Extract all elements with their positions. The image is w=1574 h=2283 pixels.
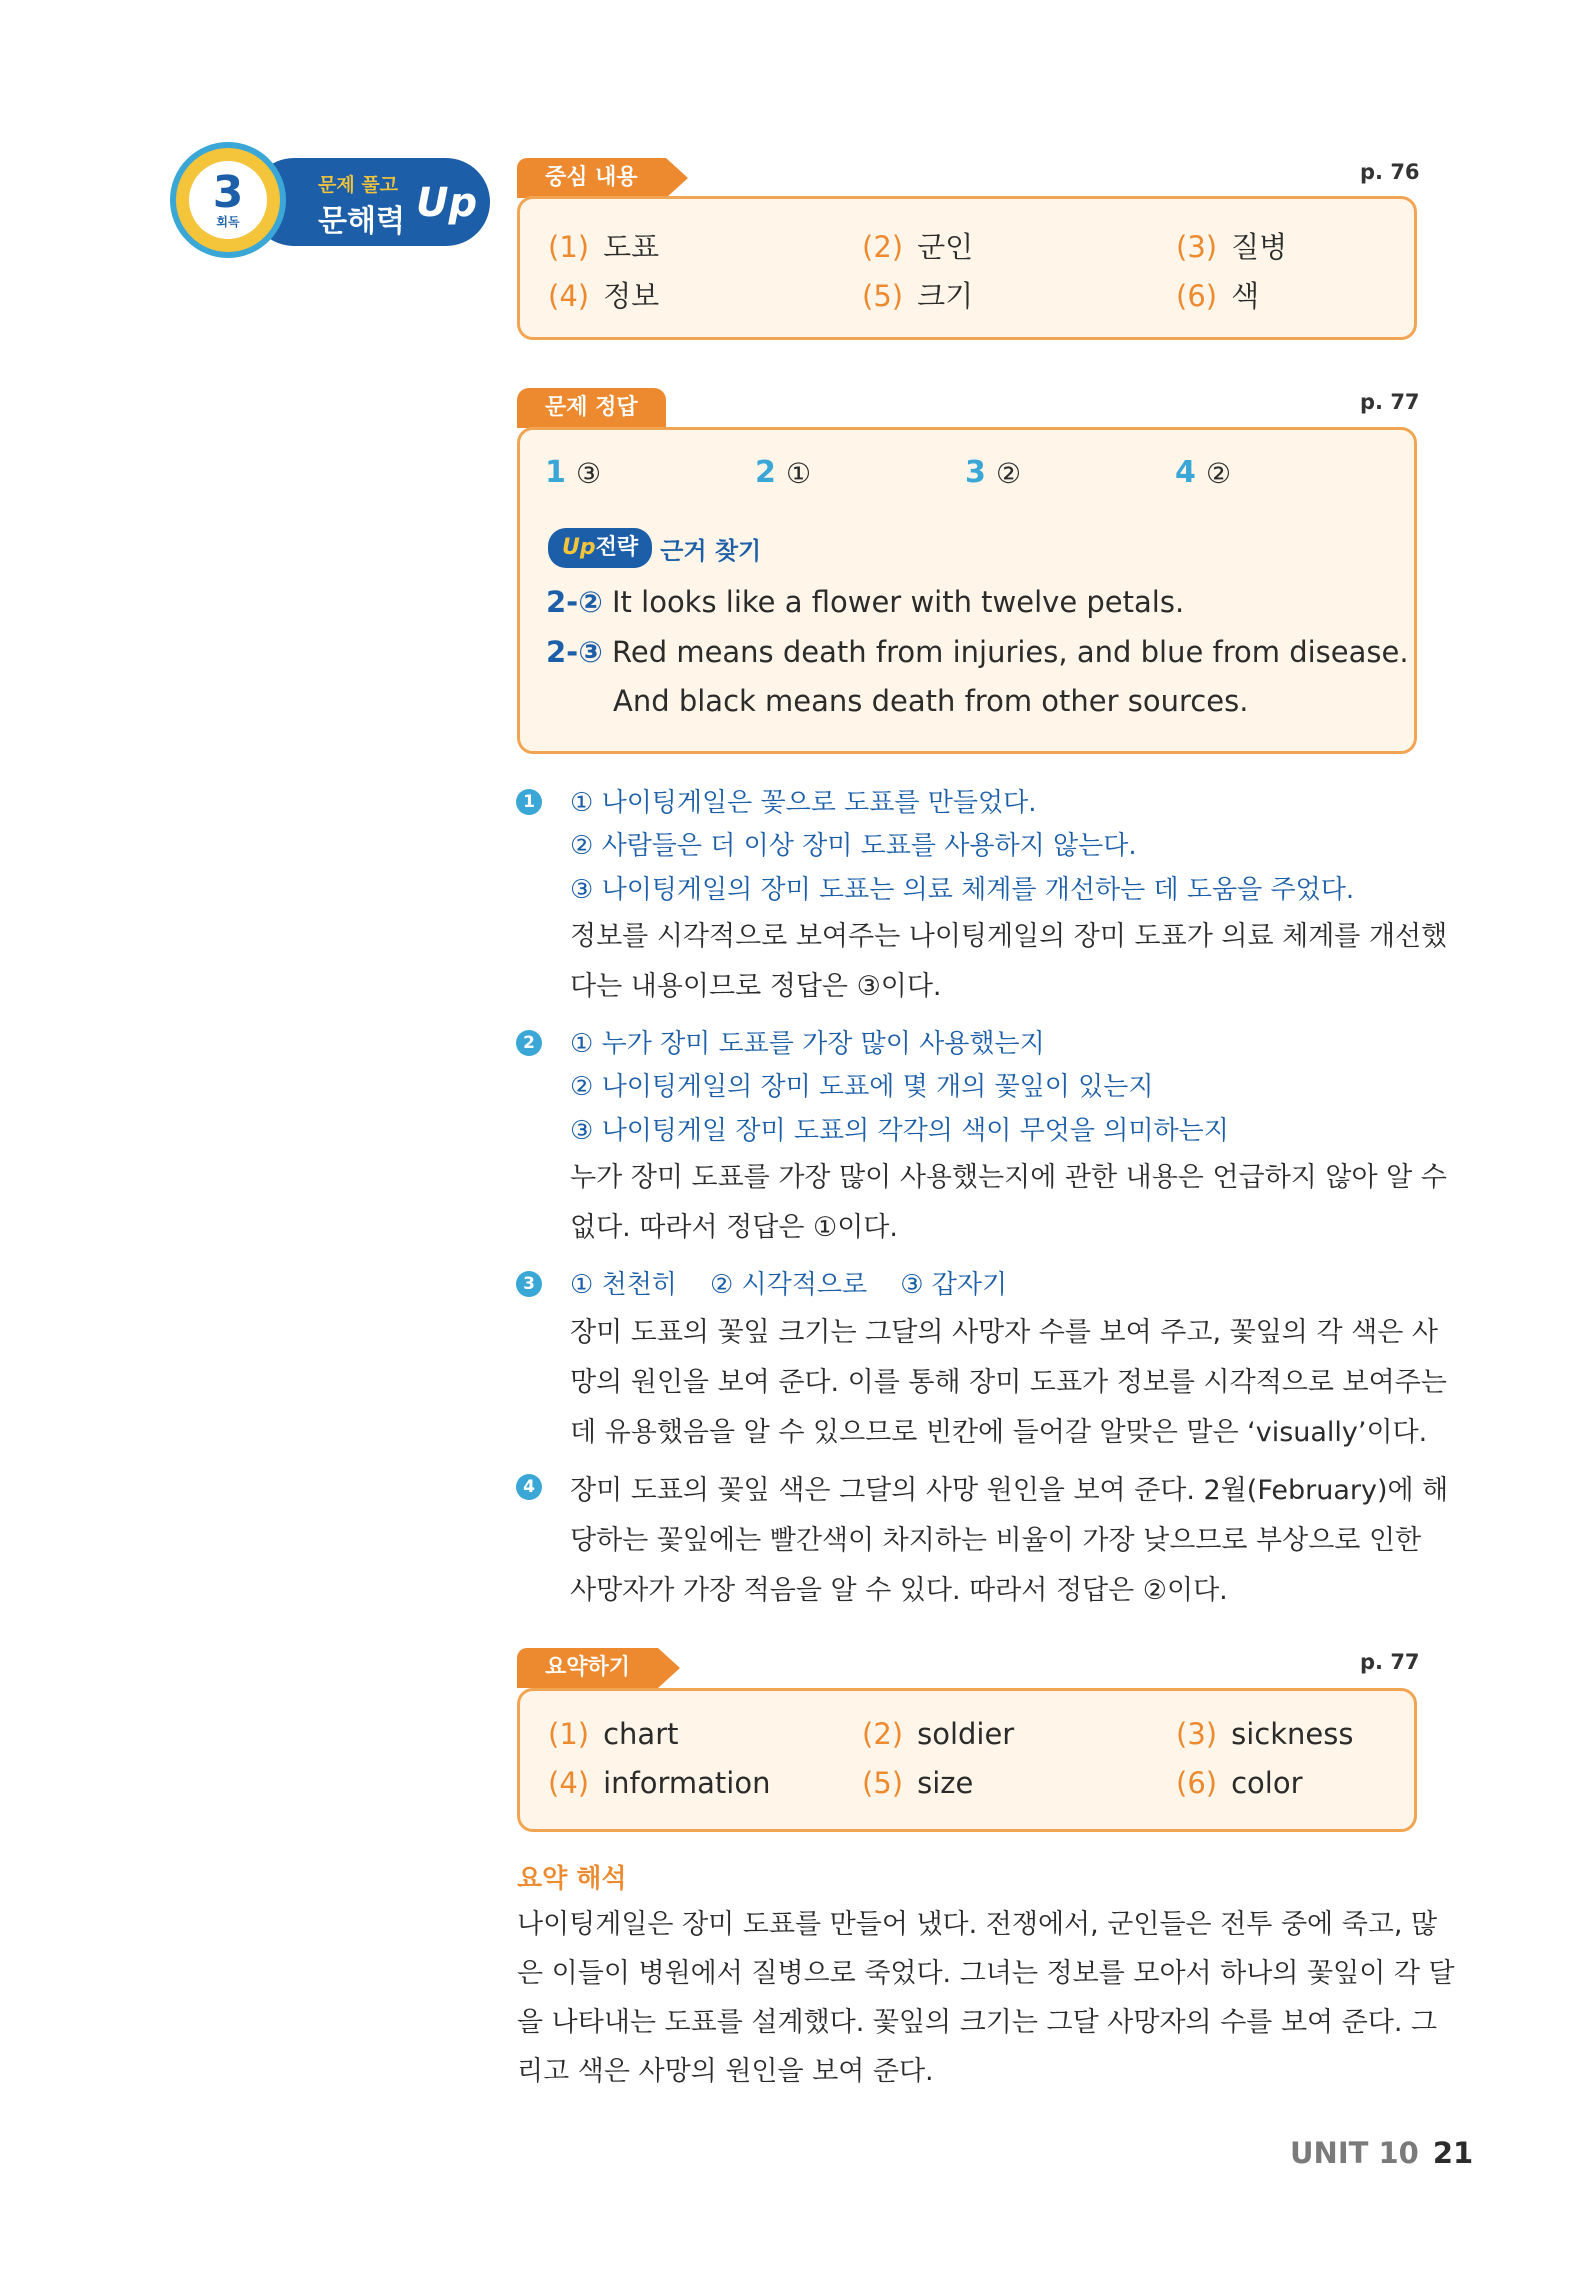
- explanation-number-badge: 1: [516, 789, 542, 815]
- explanation-text: 당하는 꽃잎에는 빨간색이 차지하는 비율이 가장 낮으므로 부상으로 인한: [570, 1525, 1422, 1556]
- main-idea-item: (2) 군인: [862, 230, 974, 264]
- round-number: 3: [212, 167, 244, 218]
- answer-number: 3: [965, 455, 986, 490]
- explanation-option: ③ 나이팅게일 장미 도표의 각각의 색이 무엇을 의미하는지: [570, 1116, 1229, 1146]
- badge-title-large: 문해력: [318, 204, 405, 239]
- summary-page-ref: p. 77: [1360, 1650, 1420, 1674]
- page-footer: [1290, 2136, 1473, 2170]
- explanation-text: 다는 내용이므로 정답은 ③이다.: [570, 971, 942, 1002]
- round-label: 회독: [216, 215, 240, 229]
- summary-translation-line: 은 이들이 병원에서 질병으로 죽었다. 그녀는 정보를 모아서 하나의 꽃잎이 각 달: [517, 1958, 1455, 1989]
- answer-number: 1: [545, 455, 566, 490]
- summary-item: (5) size: [862, 1766, 974, 1800]
- evidence-line: 2-② It looks like a flower with twelve petals.: [546, 585, 1185, 619]
- main-idea-item: (4) 정보: [548, 279, 660, 313]
- strategy-label: 근거 찾기: [660, 536, 762, 565]
- summary-item: (3) sickness: [1176, 1717, 1354, 1751]
- explanation-text: 망의 원인을 보여 준다. 이를 통해 장미 도표가 정보를 시각적으로 보여주는: [570, 1367, 1447, 1398]
- explanation-text: 장미 도표의 꽃잎 크기는 그달의 사망자 수를 보여 주고, 꽃잎의 각 색은 사: [570, 1317, 1438, 1348]
- badge-title-small: 문제 풀고: [318, 174, 399, 196]
- explanation-option: ① 천천히 ② 시각적으로 ③ 갑자기: [570, 1270, 1008, 1300]
- strategy-header: [548, 528, 761, 568]
- evidence-line: 2-③ Red means death from injuries, and blue from disease.: [546, 635, 1409, 669]
- summary-translation-line: 리고 색은 사망의 원인을 보여 준다.: [517, 2056, 934, 2087]
- main-idea-item: (1) 도표: [548, 230, 660, 264]
- round-circle: [170, 142, 286, 258]
- explanation-number-badge: 2: [516, 1030, 542, 1056]
- explanation-option: ① 나이팅게일은 꽃으로 도표를 만들었다.: [570, 788, 1037, 818]
- main-idea-item: (3) 질병: [1176, 230, 1288, 264]
- answer-choice: ①: [786, 457, 812, 490]
- explanation-option: ② 나이팅게일의 장미 도표에 몇 개의 꽃잎이 있는지: [570, 1072, 1154, 1102]
- explanation-text: 사망자가 가장 적음을 알 수 있다. 따라서 정답은 ②이다.: [570, 1575, 1228, 1606]
- unit-label: UNIT 10: [1290, 2136, 1419, 2170]
- page-number: 21: [1432, 2136, 1474, 2170]
- summary-item: (4) information: [548, 1766, 771, 1800]
- main-idea-page-ref: p. 76: [1360, 160, 1420, 184]
- up-arrow-logo: Up: [416, 180, 478, 226]
- round-inner: [189, 161, 267, 239]
- summary-tab: 요약하기: [517, 1648, 658, 1688]
- summary-item: (6) color: [1176, 1766, 1303, 1800]
- evidence-line: And black means death from other sources.: [613, 684, 1249, 718]
- explanation-text: 정보를 시각적으로 보여주는 나이팅게일의 장미 도표가 의료 체계를 개선했: [570, 921, 1448, 952]
- main-idea-tab: 중심 내용: [517, 158, 666, 198]
- answer-choice: ②: [996, 457, 1022, 490]
- main-idea-box: [517, 196, 1417, 340]
- answer-number: 4: [1175, 455, 1196, 490]
- explanation-option: ② 사람들은 더 이상 장미 도표를 사용하지 않는다.: [570, 831, 1137, 861]
- explanation-text: 장미 도표의 꽃잎 색은 그달의 사망 원인을 보여 준다. 2월(February)에 해: [570, 1475, 1449, 1506]
- main-idea-item: (5) 크기: [862, 279, 974, 313]
- explanation-text: 누가 장미 도표를 가장 많이 사용했는지에 관한 내용은 언급하지 않아 알 수: [570, 1162, 1447, 1193]
- explanation-number-badge: 3: [516, 1271, 542, 1297]
- answers-tab: 문제 정답: [517, 388, 666, 428]
- answer-choice: ②: [1206, 457, 1232, 490]
- explanation-text: 없다. 따라서 정답은 ①이다.: [570, 1212, 898, 1243]
- strategy-pill: Up전략: [548, 528, 652, 568]
- answers-page-ref: p. 77: [1360, 390, 1420, 414]
- summary-item: (1) chart: [548, 1717, 679, 1751]
- round-badge: [170, 140, 490, 264]
- summary-translation-line: 을 나타내는 도표를 설계했다. 꽃잎의 크기는 그달 사망자의 수를 보여 준다. 그: [517, 2007, 1438, 2038]
- summary-box: [517, 1688, 1417, 1832]
- summary-item: (2) soldier: [862, 1717, 1015, 1751]
- summary-translation-title: 요약 해석: [517, 1864, 627, 1894]
- main-idea-item: (6) 색: [1176, 279, 1260, 313]
- answer-number: 2: [755, 455, 776, 490]
- answer-choice: ③: [576, 457, 602, 490]
- explanation-number-badge: 4: [516, 1474, 542, 1500]
- summary-translation-line: 나이팅게일은 장미 도표를 만들어 냈다. 전쟁에서, 군인들은 전투 중에 죽고, 많: [517, 1909, 1438, 1940]
- explanation-option: ③ 나이팅게일의 장미 도표는 의료 체계를 개선하는 데 도움을 주었다.: [570, 875, 1355, 905]
- explanation-option: ① 누가 장미 도표를 가장 많이 사용했는지: [570, 1029, 1045, 1059]
- explanation-text: 데 유용했음을 알 수 있으므로 빈칸에 들어갈 알맞은 말은 ‘visually’이다.: [570, 1417, 1428, 1448]
